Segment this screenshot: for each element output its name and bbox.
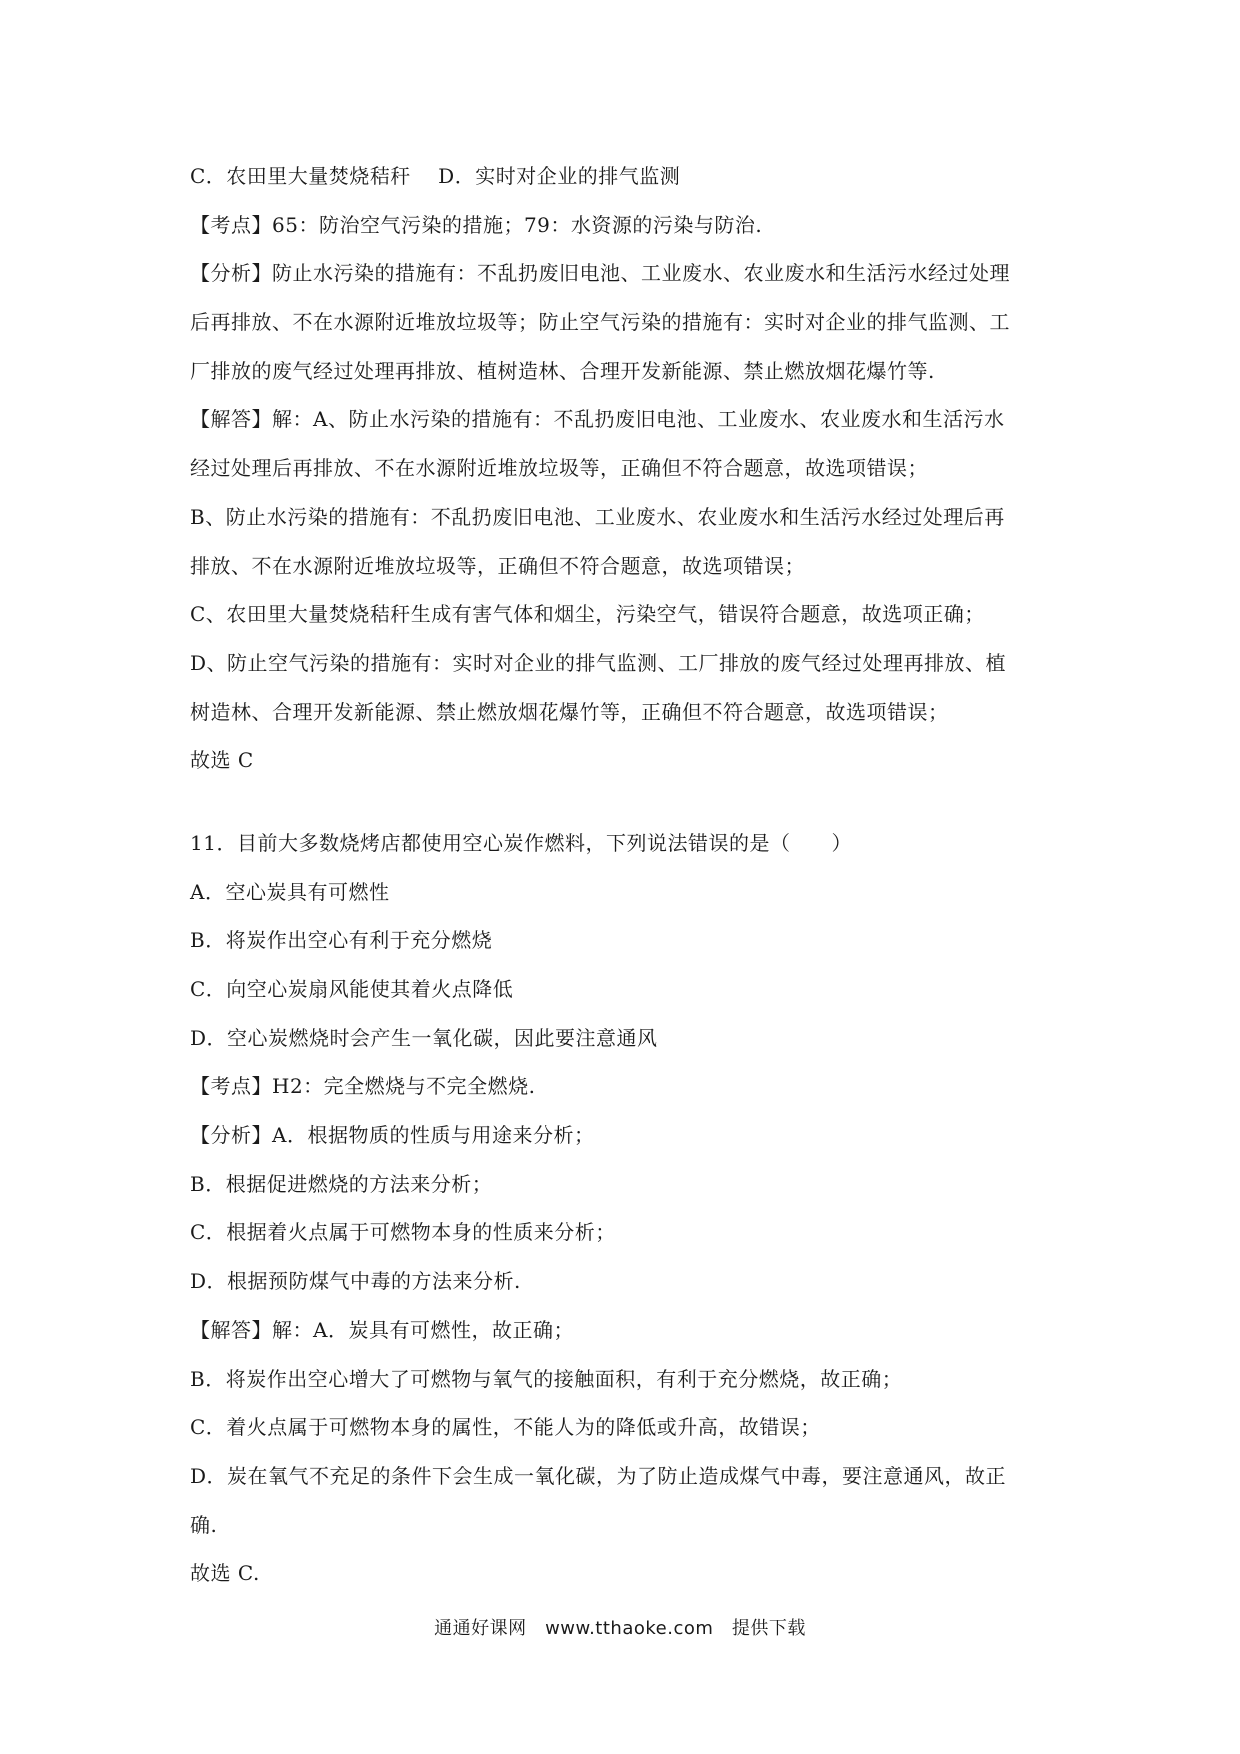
page-content: [190, 152, 1070, 1598]
question-11-kaodian: 【考点】H2：完全燃烧与不完全燃烧.: [190, 1074, 536, 1099]
question-11-option-a: A．空心炭具有可燃性: [190, 879, 390, 904]
question-11-jieda-line: D．炭在氧气不充足的条件下会生成一氧化碳，为了防止造成煤气中毒，要注意通风，故正: [190, 1463, 1007, 1488]
question-10-jieda-line: C、农田里大量焚烧秸秆生成有害气体和烟尘，污染空气，错误符合题意，故选项正确；: [190, 602, 985, 627]
question-11-stem: 11．目前大多数烧烤店都使用空心炭作燃料，下列说法错误的是（ ）: [190, 830, 852, 855]
question-11-jieda-line: 【解答】解：A．炭具有可燃性，故正确；: [190, 1317, 574, 1342]
question-11-fenxi-line: D．根据预防煤气中毒的方法来分析.: [190, 1269, 521, 1294]
question-11-fenxi-line: B．根据促进燃烧的方法来分析；: [190, 1171, 493, 1196]
question-10-answer: 故选 C: [190, 748, 254, 773]
question-10-fenxi-line: 后再排放、不在水源附近堆放垃圾等；防止空气污染的措施有：实时对企业的排气监测、工: [190, 310, 1010, 335]
question-10-jieda-line: D、防止空气污染的措施有：实时对企业的排气监测、工厂排放的废气经过处理再排放、植: [190, 650, 1007, 675]
question-10-jieda-line: 经过处理后再排放、不在水源附近堆放垃圾等，正确但不符合题意，故选项错误；: [190, 456, 928, 481]
page-footer: 通通好课网 www.tthaoke.com 提供下载: [434, 1618, 806, 1639]
question-11-jieda-line: B．将炭作出空心增大了可燃物与氧气的接触面积，有利于充分燃烧，故正确；: [190, 1366, 903, 1391]
question-10-options-cd: C．农田里大量焚烧秸秆 D．实时对企业的排气监测: [190, 164, 681, 188]
question-10-jieda-line: B、防止水污染的措施有：不乱扔废旧电池、工业废水、农业废水和生活污水经过处理后再: [190, 504, 1005, 529]
question-11-answer: 故选 C.: [190, 1561, 260, 1586]
question-10-jieda-line: 排放、不在水源附近堆放垃圾等，正确但不符合题意，故选项错误；: [190, 553, 805, 578]
question-10-fenxi-line: 【分析】防止水污染的措施有：不乱扔废旧电池、工业废水、农业废水和生活污水经过处理: [190, 261, 1010, 286]
question-11-fenxi-line: 【分析】A．根据物质的性质与用途来分析；: [190, 1123, 595, 1148]
question-11-jieda-line: C．着火点属于可燃物本身的属性，不能人为的降低或升高，故错误；: [190, 1415, 821, 1440]
question-10-jieda-line: 【解答】解：A、防止水污染的措施有：不乱扔废旧电池、工业废水、农业废水和生活污水: [190, 407, 1005, 432]
question-11-option-d: D．空心炭燃烧时会产生一氧化碳，因此要注意通风: [190, 1025, 658, 1050]
question-10-jieda-line: 树造林、合理开发新能源、禁止燃放烟花爆竹等，正确但不符合题意，故选项错误；: [190, 699, 949, 724]
question-10-fenxi-line: 厂排放的废气经过处理再排放、植树造林、合理开发新能源、禁止燃放烟花爆竹等.: [190, 358, 935, 383]
question-11-fenxi-line: C．根据着火点属于可燃物本身的性质来分析；: [190, 1220, 616, 1245]
question-11-option-c: C．向空心炭扇风能使其着火点降低: [190, 977, 514, 1001]
question-11-option-b: B．将炭作出空心有利于充分燃烧: [190, 928, 493, 953]
section-gap: [190, 785, 1070, 819]
question-11-jieda-line: 确.: [190, 1512, 218, 1537]
question-10-kaodian: 【考点】65：防治空气污染的措施；79：水资源的污染与防治.: [190, 212, 763, 237]
